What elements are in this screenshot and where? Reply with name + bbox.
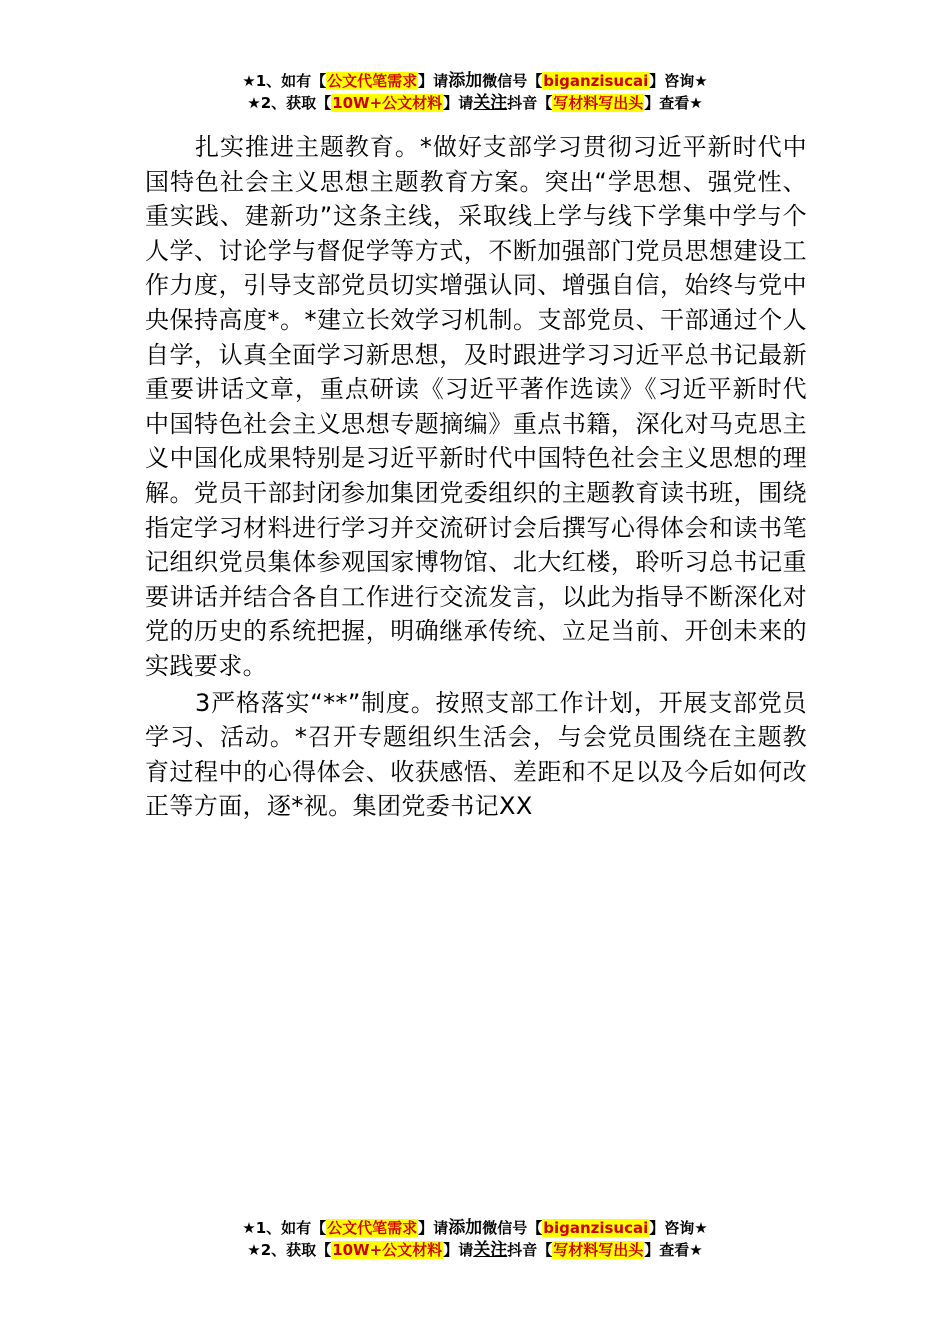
promo-highlight-wechat-id: biganzisucai [543, 72, 649, 90]
footer-line-2-text-c: 抖音【 [507, 1241, 553, 1259]
body-paragraph-1: 扎实推进主题教育。*做好支部学习贯彻习近平新时代中国特色社会主义思想主题教育方案。突出“学思想、强党性、重实践、建新功”这条主线，采取线上学与线下学集中学与个人学、讨论学与督促学等方式，不断加强部门党员思想建设工作力度，引导支部党员切实增强认同、增强自信，始终与党中央保持高度*。*建立长效学习机制。支部党员、干部通过个人自学，认真全面学习新思想，及时跟进学习习近平总书记最新重要讲话文章，重点研读《习近平著作选读》《习近平新时代中国特色社会主义思想专题摘编》重点书籍，深化对马克思主义中国化成果特别是习近平新时代中国特色社会主义思想的理解。党员干部封闭参加集团党委组织的主题教育读书班，围绕指定学习材料进行学习并交流研讨会后撰写心得体会和读书笔记组织党员集体参观国家博物馆、北大红楼，聆听习总书记重要讲话并结合各自工作进行交流发言，以此为指导不断深化对党的历史的系统把握，明确继承传统、立足当前、开创未来的实践要求。 [145, 133, 807, 680]
body-paragraph-2: 3严格落实“**”制度。按照支部工作计划，开展支部党员学习、活动。*召开专题组织生活会，与会党员围绕在主题教育过程中的心得体会、收获感悟、差距和不足以及今后如何改正等方面，逐*视。集团党委书记XX [145, 688, 807, 821]
footer-line-2-suffix: 】查看★ [644, 1241, 703, 1259]
header-promo-banner [0, 70, 950, 114]
footer-highlight-service: 公文代笔需求 [327, 1219, 418, 1237]
footer-line-2-text-a: 】请 [443, 1241, 474, 1259]
document-body [145, 130, 807, 824]
footer-promo-line-1 [0, 1217, 950, 1239]
footer-line-1-suffix: 】咨询★ [649, 1219, 708, 1237]
footer-line-1-prefix: ★1、如有【 [242, 1219, 327, 1237]
promo-line-1-suffix: 】咨询★ [649, 72, 708, 90]
promo-line-2-text-a: 】请 [443, 94, 474, 112]
promo-line-2-text-b: 关注 [473, 93, 508, 113]
promo-line-2 [0, 92, 950, 114]
footer-line-2-prefix: ★2、获取【 [247, 1241, 332, 1259]
promo-line-1-text-b: 添加 [448, 71, 483, 91]
footer-promo-banner [0, 1217, 950, 1261]
footer-promo-line-2 [0, 1239, 950, 1261]
promo-line-2-prefix: ★2、获取【 [247, 94, 332, 112]
footer-highlight-materials: 10W+公文材料 [332, 1241, 443, 1259]
promo-line-2-text-c: 抖音【 [507, 94, 553, 112]
promo-line-2-suffix: 】查看★ [644, 94, 703, 112]
promo-line-1 [0, 70, 950, 92]
footer-highlight-wechat-id: biganzisucai [543, 1219, 649, 1237]
promo-line-1-text-c: 微信号【 [482, 72, 543, 90]
promo-highlight-service: 公文代笔需求 [327, 72, 418, 90]
footer-line-2-text-b: 关注 [473, 1240, 508, 1260]
promo-highlight-douyin: 写材料写出头 [553, 94, 644, 112]
promo-line-1-prefix: ★1、如有【 [242, 72, 327, 90]
footer-line-1-text-b: 添加 [448, 1218, 483, 1238]
promo-line-1-text-a: 】请 [418, 72, 449, 90]
footer-highlight-douyin: 写材料写出头 [553, 1241, 644, 1259]
footer-line-1-text-c: 微信号【 [482, 1219, 543, 1237]
footer-line-1-text-a: 】请 [418, 1219, 449, 1237]
promo-highlight-materials: 10W+公文材料 [332, 94, 443, 112]
